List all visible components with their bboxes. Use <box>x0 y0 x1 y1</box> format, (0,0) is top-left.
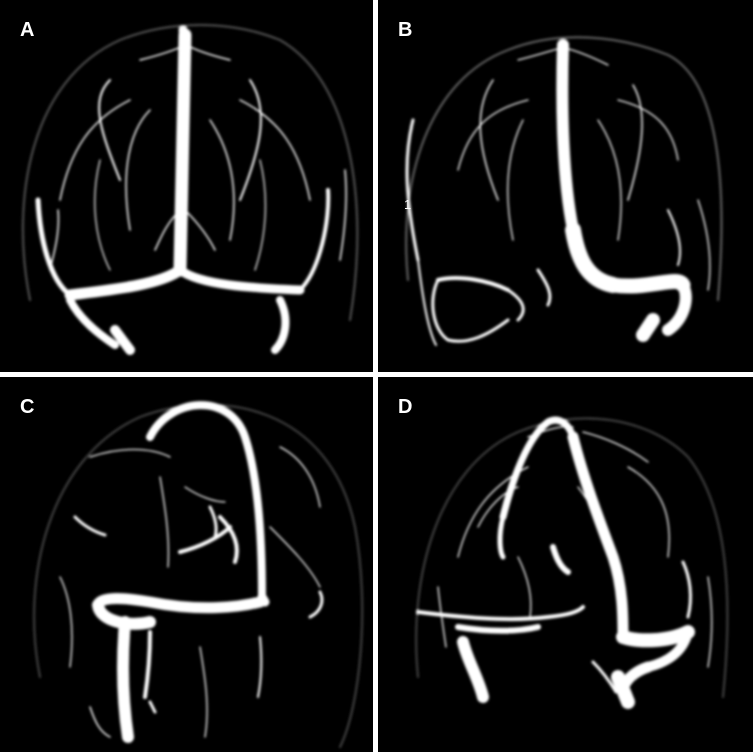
panel-c <box>0 377 373 752</box>
venogram-image-a <box>0 0 373 372</box>
image-marker: 1 <box>404 197 412 212</box>
panel-b <box>378 0 753 372</box>
panel-a <box>0 0 373 372</box>
panel-label-a: A <box>20 19 35 41</box>
panel-label-b: B <box>398 19 413 41</box>
panel-label-d: D <box>398 396 413 418</box>
venogram-image-d <box>378 377 753 752</box>
panel-label-c: C <box>20 396 35 418</box>
venogram-image-b <box>378 0 753 372</box>
panel-d <box>378 377 753 752</box>
venogram-image-c <box>0 377 373 752</box>
